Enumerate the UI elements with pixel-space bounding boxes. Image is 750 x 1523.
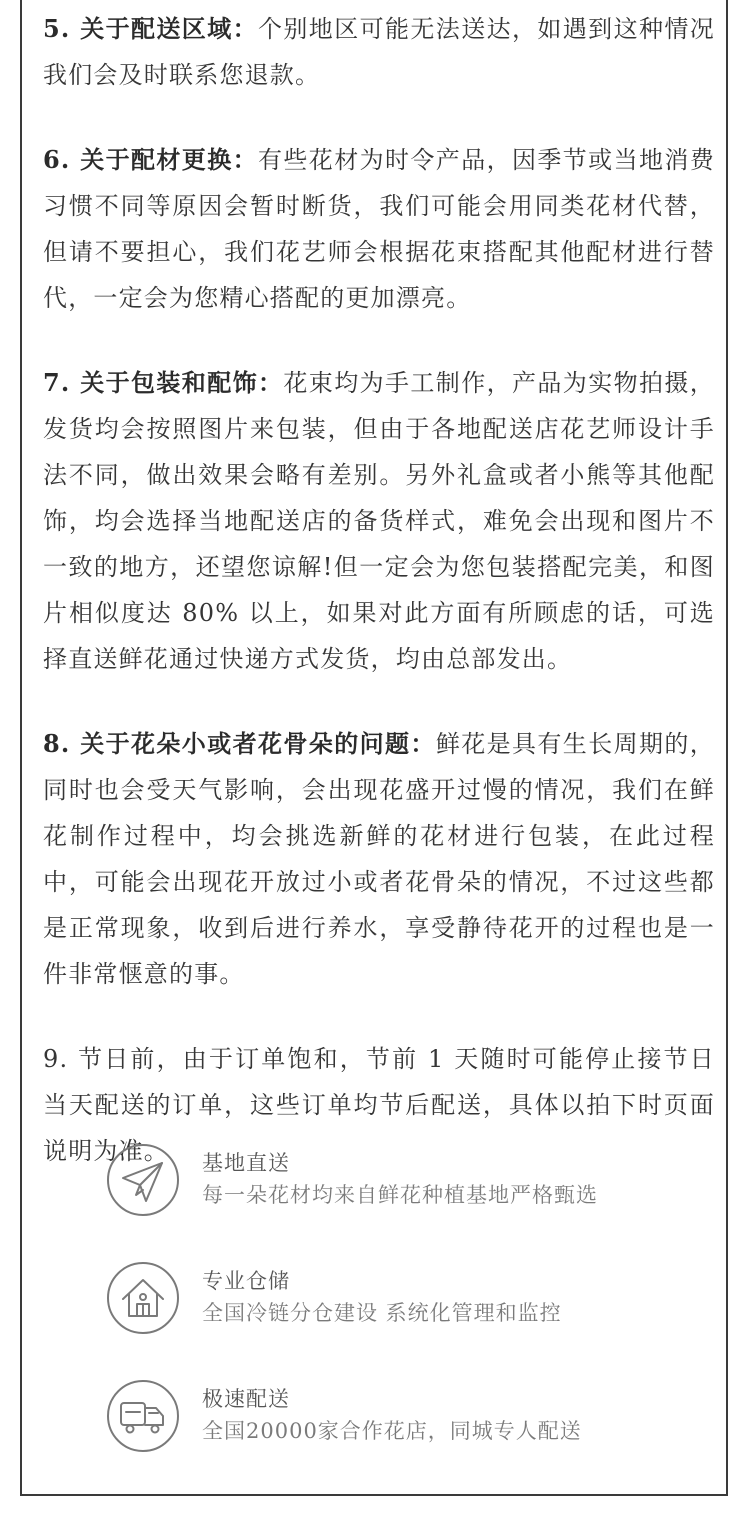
note-body: 鲜花是具有生长周期的，同时也会受天气影响，会出现花盛开过慢的情况，我们在鲜花制作过程中，均会挑选新鲜的花材进行包装，在此过程中，可能会出现花开放过小或者花骨朵的情况，不过这些都是正常现象，收到后进行养水，享受静待花开的过程也是一件非常惬意的事。 bbox=[43, 730, 716, 988]
note-heading: 6. 关于配材更换： bbox=[43, 145, 258, 174]
feature-title: 专业仓储 bbox=[202, 1269, 290, 1293]
note-delivery-area bbox=[43, 6, 715, 98]
delivery-truck-icon bbox=[106, 1379, 180, 1453]
note-packaging bbox=[43, 360, 715, 682]
feature-title: 基地直送 bbox=[202, 1151, 290, 1175]
note-heading: 5. 关于配送区域： bbox=[43, 14, 258, 43]
note-heading: 7. 关于包装和配饰： bbox=[43, 368, 284, 397]
paper-plane-icon bbox=[106, 1143, 180, 1217]
note-heading: 8. 关于花朵小或者花骨朵的问题： bbox=[43, 729, 436, 758]
feature-description: 全国冷链分仓建设 系统化管理和监控 bbox=[202, 1301, 562, 1325]
feature-description: 全国20000家合作花店，同城专人配送 bbox=[202, 1419, 582, 1443]
note-body: 个别地区可能无法送达，如遇到这种情况我们会及时联系您退款。 bbox=[43, 15, 715, 89]
feature-direct-from-base bbox=[106, 1121, 598, 1239]
feature-description: 每一朵花材均来自鲜花种植基地严格甄选 bbox=[202, 1183, 598, 1207]
note-flower-buds bbox=[43, 721, 715, 997]
notes-list bbox=[43, 6, 715, 1213]
features-list bbox=[106, 1121, 598, 1475]
note-body: 9. 节日前，由于订单饱和，节前 1 天随时可能停止接节日当天配送的订单，这些订单均节后配送，具体以拍下时页面说明为准。 bbox=[43, 1045, 715, 1165]
note-body: 花束均为手工制作，产品为实物拍摄，发货均会按照图片来包装，但由于各地配送店花艺师设计手法不同，做出效果会略有差别。另外礼盒或者小熊等其他配饰，均会选择当地配送店的备货样式，难免会出现和图片不一致的地方，还望您谅解!但一定会为您包装搭配完美，和图片相似度达 80% 以上，如果对此方面有所顾虑的话，可选择直送鲜花通过快递方式发货，均由总部发出。 bbox=[43, 369, 715, 673]
feature-warehousing bbox=[106, 1239, 598, 1357]
house-icon bbox=[106, 1261, 180, 1335]
note-material-replacement bbox=[43, 137, 715, 321]
note-body: 有些花材为时令产品，因季节或当地消费习惯不同等原因会暂时断货，我们可能会用同类花材代替，但请不要担心，我们花艺师会根据花束搭配其他配材进行替代，一定会为您精心搭配的更加漂亮。 bbox=[43, 146, 715, 312]
feature-title: 极速配送 bbox=[202, 1387, 290, 1411]
feature-express-delivery bbox=[106, 1357, 598, 1475]
